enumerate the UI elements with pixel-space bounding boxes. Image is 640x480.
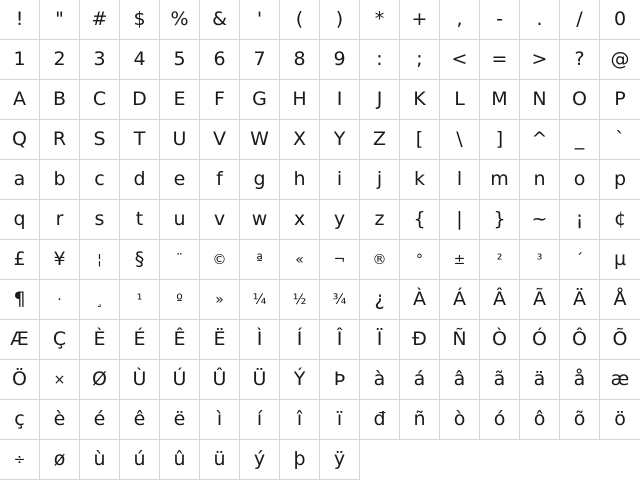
- glyph-cell[interactable]: ¢: [600, 200, 640, 240]
- glyph-cell[interactable]: q: [0, 200, 40, 240]
- glyph-cell[interactable]: ²: [480, 240, 520, 280]
- glyph-cell[interactable]: ¥: [40, 240, 80, 280]
- glyph-cell[interactable]: Í: [280, 320, 320, 360]
- glyph-cell[interactable]: h: [280, 160, 320, 200]
- glyph-cell[interactable]: Ô: [560, 320, 600, 360]
- glyph-cell[interactable]: s: [80, 200, 120, 240]
- glyph-cell[interactable]: ó: [480, 400, 520, 440]
- glyph-cell[interactable]: ë: [160, 400, 200, 440]
- glyph-cell[interactable]: O: [560, 80, 600, 120]
- glyph-cell[interactable]: C: [80, 80, 120, 120]
- glyph-cell[interactable]: Û: [200, 360, 240, 400]
- glyph-cell[interactable]: F: [200, 80, 240, 120]
- glyph-cell[interactable]: !: [0, 0, 40, 40]
- glyph-cell[interactable]: Â: [480, 280, 520, 320]
- glyph-cell[interactable]: È: [80, 320, 120, 360]
- glyph-cell[interactable]: Æ: [0, 320, 40, 360]
- glyph-cell[interactable]: á: [400, 360, 440, 400]
- glyph-cell-empty: [400, 440, 440, 480]
- glyph-cell[interactable]: m: [480, 160, 520, 200]
- glyph-cell[interactable]: ,: [440, 0, 480, 40]
- glyph-cell[interactable]: °: [400, 240, 440, 280]
- glyph-cell[interactable]: ®: [360, 240, 400, 280]
- glyph-cell[interactable]: 9: [320, 40, 360, 80]
- glyph-cell[interactable]: R: [40, 120, 80, 160]
- glyph-cell[interactable]: ¦: [80, 240, 120, 280]
- glyph-cell[interactable]: ¶: [0, 280, 40, 320]
- glyph-cell-empty: [440, 440, 480, 480]
- glyph-cell[interactable]: ¼: [240, 280, 280, 320]
- glyph-cell[interactable]: ÷: [0, 440, 40, 480]
- glyph-cell[interactable]: Á: [440, 280, 480, 320]
- glyph-cell[interactable]: r: [40, 200, 80, 240]
- glyph-cell[interactable]: g: [240, 160, 280, 200]
- glyph-cell[interactable]: +: [400, 0, 440, 40]
- glyph-cell[interactable]: ": [40, 0, 80, 40]
- glyph-cell[interactable]: þ: [280, 440, 320, 480]
- glyph-cell[interactable]: (: [280, 0, 320, 40]
- glyph-cell[interactable]: y: [320, 200, 360, 240]
- glyph-cell[interactable]: Z: [360, 120, 400, 160]
- glyph-cell[interactable]: £: [0, 240, 40, 280]
- glyph-cell[interactable]: >: [520, 40, 560, 80]
- glyph-cell[interactable]: ï: [320, 400, 360, 440]
- glyph-cell[interactable]: ø: [40, 440, 80, 480]
- glyph-cell[interactable]: |: [440, 200, 480, 240]
- glyph-cell[interactable]: ¡: [560, 200, 600, 240]
- glyph-cell[interactable]: /: [560, 0, 600, 40]
- glyph-cell[interactable]: Þ: [320, 360, 360, 400]
- glyph-cell[interactable]: À: [400, 280, 440, 320]
- glyph-cell[interactable]: Ã: [520, 280, 560, 320]
- glyph-cell[interactable]: f: [200, 160, 240, 200]
- glyph-cell[interactable]: ú: [120, 440, 160, 480]
- glyph-cell[interactable]: ä: [520, 360, 560, 400]
- glyph-cell[interactable]: à: [360, 360, 400, 400]
- glyph-cell[interactable]: Ð: [400, 320, 440, 360]
- glyph-cell[interactable]: đ: [360, 400, 400, 440]
- glyph-cell[interactable]: Q: [0, 120, 40, 160]
- glyph-cell[interactable]: 3: [80, 40, 120, 80]
- glyph-cell[interactable]: v: [200, 200, 240, 240]
- glyph-cell[interactable]: e: [160, 160, 200, 200]
- glyph-cell[interactable]: x: [280, 200, 320, 240]
- glyph-cell[interactable]: T: [120, 120, 160, 160]
- glyph-cell[interactable]: w: [240, 200, 280, 240]
- glyph-cell[interactable]: ×: [40, 360, 80, 400]
- glyph-cell[interactable]: î: [280, 400, 320, 440]
- glyph-cell[interactable]: =: [480, 40, 520, 80]
- glyph-cell[interactable]: ¬: [320, 240, 360, 280]
- glyph-cell-empty: [360, 440, 400, 480]
- glyph-cell[interactable]: n: [520, 160, 560, 200]
- glyph-cell[interactable]: ½: [280, 280, 320, 320]
- glyph-cell[interactable]: ô: [520, 400, 560, 440]
- glyph-cell[interactable]: ~: [520, 200, 560, 240]
- glyph-cell[interactable]: ö: [600, 400, 640, 440]
- glyph-cell[interactable]: Ë: [200, 320, 240, 360]
- glyph-cell[interactable]: ;: [400, 40, 440, 80]
- glyph-cell[interactable]: @: [600, 40, 640, 80]
- glyph-cell[interactable]: ¨: [160, 240, 200, 280]
- glyph-cell[interactable]: ª: [240, 240, 280, 280]
- glyph-cell[interactable]: ^: [520, 120, 560, 160]
- glyph-cell[interactable]: ¾: [320, 280, 360, 320]
- glyph-cell[interactable]: {: [400, 200, 440, 240]
- glyph-cell[interactable]: «: [280, 240, 320, 280]
- glyph-cell[interactable]: d: [120, 160, 160, 200]
- glyph-cell[interactable]: Ü: [240, 360, 280, 400]
- glyph-cell[interactable]: ¿: [360, 280, 400, 320]
- glyph-cell[interactable]: ©: [200, 240, 240, 280]
- glyph-cell[interactable]: u: [160, 200, 200, 240]
- glyph-cell-empty: [480, 440, 520, 480]
- glyph-cell[interactable]: -: [480, 0, 520, 40]
- glyph-cell[interactable]: Ç: [40, 320, 80, 360]
- glyph-cell[interactable]: p: [600, 160, 640, 200]
- glyph-cell[interactable]: É: [120, 320, 160, 360]
- glyph-cell[interactable]: j: [360, 160, 400, 200]
- glyph-cell[interactable]: P: [600, 80, 640, 120]
- glyph-cell[interactable]: X: [280, 120, 320, 160]
- glyph-cell[interactable]: }: [480, 200, 520, 240]
- glyph-cell[interactable]: Î: [320, 320, 360, 360]
- glyph-cell[interactable]: Å: [600, 280, 640, 320]
- glyph-cell[interactable]: [: [400, 120, 440, 160]
- glyph-cell[interactable]: â: [440, 360, 480, 400]
- glyph-cell[interactable]: ¸: [80, 280, 120, 320]
- glyph-cell[interactable]: õ: [560, 400, 600, 440]
- glyph-cell[interactable]: H: [280, 80, 320, 120]
- glyph-cell[interactable]: Õ: [600, 320, 640, 360]
- glyph-cell[interactable]: ù: [80, 440, 120, 480]
- glyph-cell[interactable]: ³: [520, 240, 560, 280]
- glyph-cell-empty: [520, 440, 560, 480]
- glyph-cell[interactable]: *: [360, 0, 400, 40]
- glyph-cell[interactable]: _: [560, 120, 600, 160]
- glyph-cell[interactable]: é: [80, 400, 120, 440]
- glyph-cell[interactable]: B: [40, 80, 80, 120]
- glyph-cell[interactable]: c: [80, 160, 120, 200]
- glyph-cell[interactable]: 6: [200, 40, 240, 80]
- glyph-cell[interactable]: Ò: [480, 320, 520, 360]
- glyph-cell[interactable]: Ì: [240, 320, 280, 360]
- glyph-cell[interactable]: `: [600, 120, 640, 160]
- glyph-cell[interactable]: ): [320, 0, 360, 40]
- glyph-cell[interactable]: J: [360, 80, 400, 120]
- glyph-cell[interactable]: Ñ: [440, 320, 480, 360]
- glyph-cell[interactable]: ì: [200, 400, 240, 440]
- glyph-cell[interactable]: V: [200, 120, 240, 160]
- glyph-cell[interactable]: K: [400, 80, 440, 120]
- glyph-cell[interactable]: å: [560, 360, 600, 400]
- glyph-cell[interactable]: ü: [200, 440, 240, 480]
- glyph-cell[interactable]: N: [520, 80, 560, 120]
- glyph-cell[interactable]: ±: [440, 240, 480, 280]
- glyph-cell[interactable]: <: [440, 40, 480, 80]
- glyph-cell[interactable]: z: [360, 200, 400, 240]
- glyph-cell[interactable]: ]: [480, 120, 520, 160]
- glyph-cell[interactable]: Ú: [160, 360, 200, 400]
- glyph-cell[interactable]: ¹: [120, 280, 160, 320]
- glyph-cell[interactable]: »: [200, 280, 240, 320]
- glyph-cell[interactable]: æ: [600, 360, 640, 400]
- glyph-cell[interactable]: k: [400, 160, 440, 200]
- glyph-cell[interactable]: 5: [160, 40, 200, 80]
- glyph-cell[interactable]: S: [80, 120, 120, 160]
- glyph-cell[interactable]: .: [520, 0, 560, 40]
- glyph-cell[interactable]: :: [360, 40, 400, 80]
- glyph-cell[interactable]: $: [120, 0, 160, 40]
- glyph-cell[interactable]: A: [0, 80, 40, 120]
- glyph-cell[interactable]: í: [240, 400, 280, 440]
- glyph-cell[interactable]: ê: [120, 400, 160, 440]
- glyph-cell[interactable]: U: [160, 120, 200, 160]
- glyph-cell[interactable]: o: [560, 160, 600, 200]
- glyph-cell[interactable]: Ø: [80, 360, 120, 400]
- glyph-cell[interactable]: º: [160, 280, 200, 320]
- glyph-cell[interactable]: Ý: [280, 360, 320, 400]
- glyph-cell[interactable]: i: [320, 160, 360, 200]
- glyph-cell[interactable]: 8: [280, 40, 320, 80]
- glyph-cell[interactable]: û: [160, 440, 200, 480]
- glyph-cell[interactable]: #: [80, 0, 120, 40]
- glyph-cell[interactable]: ?: [560, 40, 600, 80]
- glyph-cell[interactable]: Ö: [0, 360, 40, 400]
- glyph-cell[interactable]: ´: [560, 240, 600, 280]
- glyph-cell[interactable]: ç: [0, 400, 40, 440]
- glyph-cell[interactable]: W: [240, 120, 280, 160]
- glyph-cell[interactable]: è: [40, 400, 80, 440]
- glyph-cell[interactable]: G: [240, 80, 280, 120]
- glyph-cell[interactable]: M: [480, 80, 520, 120]
- glyph-cell[interactable]: Ï: [360, 320, 400, 360]
- glyph-cell[interactable]: §: [120, 240, 160, 280]
- glyph-cell[interactable]: 4: [120, 40, 160, 80]
- glyph-cell[interactable]: Ó: [520, 320, 560, 360]
- glyph-cell[interactable]: ã: [480, 360, 520, 400]
- glyph-cell[interactable]: 0: [600, 0, 640, 40]
- glyph-cell[interactable]: ': [240, 0, 280, 40]
- glyph-cell[interactable]: 1: [0, 40, 40, 80]
- glyph-cell[interactable]: Ä: [560, 280, 600, 320]
- glyph-cell[interactable]: ý: [240, 440, 280, 480]
- glyph-cell[interactable]: ò: [440, 400, 480, 440]
- glyph-cell[interactable]: I: [320, 80, 360, 120]
- glyph-cell[interactable]: a: [0, 160, 40, 200]
- glyph-cell[interactable]: 2: [40, 40, 80, 80]
- glyph-cell[interactable]: ñ: [400, 400, 440, 440]
- glyph-cell[interactable]: l: [440, 160, 480, 200]
- glyph-cell[interactable]: b: [40, 160, 80, 200]
- glyph-cell[interactable]: E: [160, 80, 200, 120]
- glyph-cell[interactable]: t: [120, 200, 160, 240]
- glyph-cell[interactable]: \: [440, 120, 480, 160]
- glyph-cell[interactable]: Ê: [160, 320, 200, 360]
- glyph-cell-empty: [600, 440, 640, 480]
- glyph-cell[interactable]: ·: [40, 280, 80, 320]
- glyph-cell[interactable]: 7: [240, 40, 280, 80]
- glyph-cell[interactable]: Ù: [120, 360, 160, 400]
- glyph-cell[interactable]: ÿ: [320, 440, 360, 480]
- glyph-cell[interactable]: Y: [320, 120, 360, 160]
- glyph-cell[interactable]: D: [120, 80, 160, 120]
- glyph-cell[interactable]: µ: [600, 240, 640, 280]
- glyph-cell[interactable]: %: [160, 0, 200, 40]
- glyph-cell[interactable]: &: [200, 0, 240, 40]
- glyph-cell[interactable]: L: [440, 80, 480, 120]
- glyph-cell-empty: [560, 440, 600, 480]
